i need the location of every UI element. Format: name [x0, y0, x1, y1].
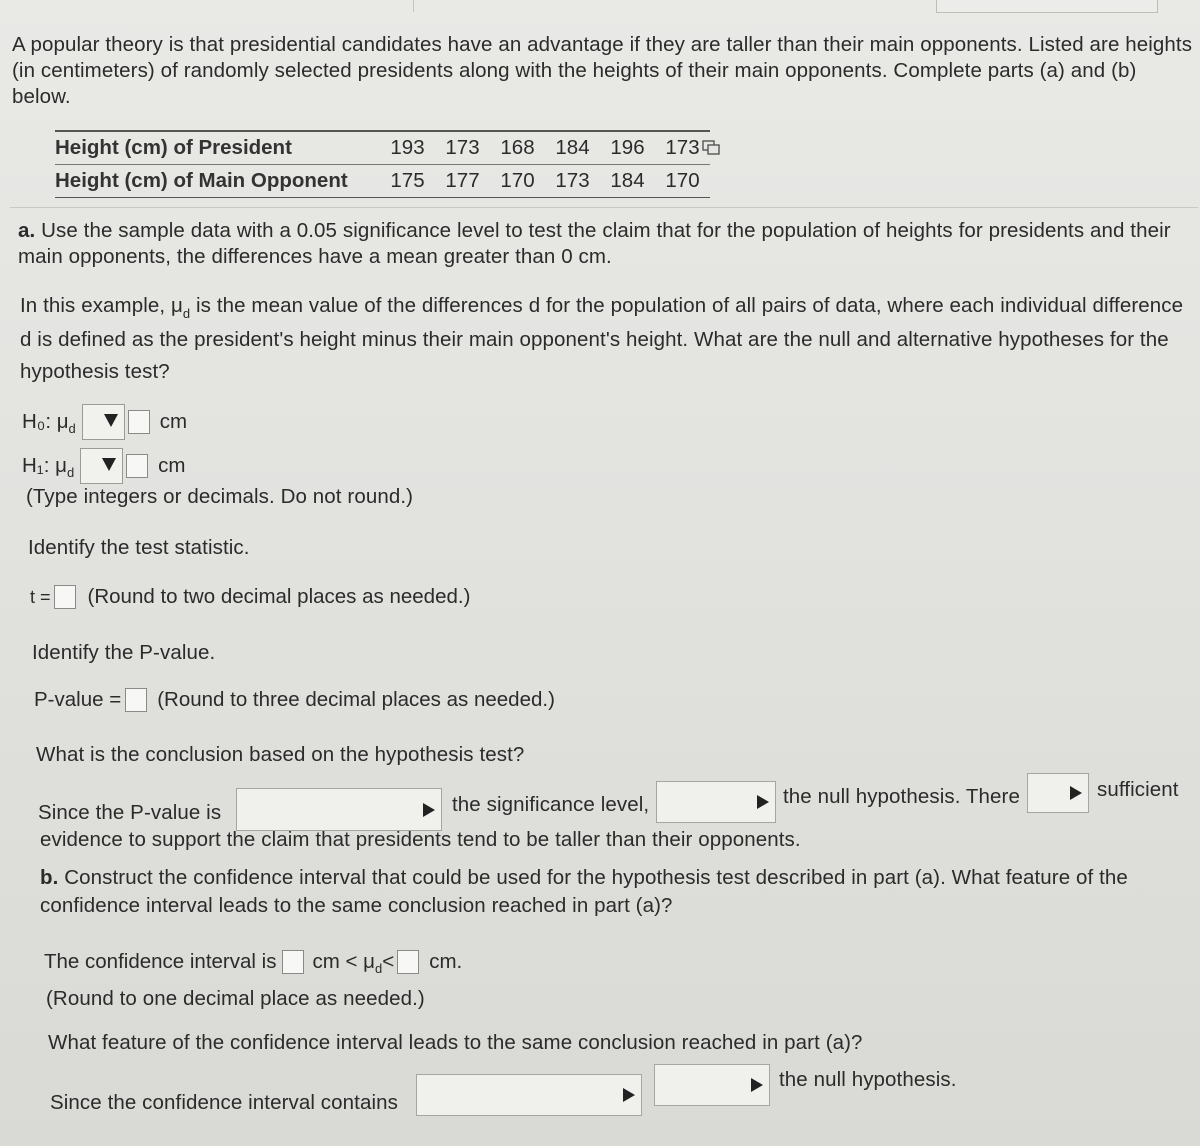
- type-note: (Type integers or decimals. Do not round.): [26, 485, 414, 508]
- unit-label: cm: [158, 454, 186, 477]
- since-pvalue-text: Since the P-value is: [38, 801, 222, 824]
- ci-contains-select[interactable]: [416, 1074, 642, 1116]
- part-a-label: a.: [18, 219, 36, 242]
- table-cell: 193: [390, 136, 425, 159]
- t-stat-input[interactable]: [54, 585, 76, 609]
- ci-label: The confidence interval is: [44, 950, 277, 973]
- sufficient-text: sufficient: [1097, 778, 1179, 801]
- unit-label: cm: [159, 410, 188, 433]
- table-cell: 184: [610, 169, 645, 192]
- ci-mid-text: cm < μ: [312, 950, 375, 973]
- table-cell: 173: [555, 169, 590, 192]
- table-cell: 173: [665, 136, 700, 159]
- sig-level-text: the significance level,: [452, 793, 650, 816]
- row-label: Height (cm) of Main Opponent: [55, 169, 348, 192]
- mu-subscript: d: [68, 420, 76, 436]
- ci-upper-input[interactable]: [397, 950, 419, 974]
- h1-relation-select[interactable]: [80, 448, 123, 484]
- ci-note: (Round to one decimal place as needed.): [46, 987, 425, 1010]
- ci-row: [44, 950, 462, 974]
- dropdown-arrow-icon: [1070, 786, 1082, 800]
- pvalue-question: Identify the P-value.: [32, 641, 216, 664]
- h0-label: H₀: μ: [22, 410, 69, 433]
- mu-subscript: d: [374, 960, 383, 976]
- h1-label: H₁: μ: [22, 454, 67, 477]
- ci-lt: <: [382, 950, 395, 973]
- copy-data-icon[interactable]: [702, 140, 720, 156]
- mu-subscript: d: [66, 464, 75, 480]
- h1-value-input[interactable]: [126, 454, 148, 478]
- table-row: [55, 132, 710, 164]
- pvalue-label: P-value =: [34, 688, 122, 711]
- part-a-prompt: [18, 218, 1198, 270]
- since-ci-text: Since the confidence interval contains: [50, 1091, 398, 1114]
- feature-question: What feature of the confidence interval leads to the same conclusion reached in part (a)?: [48, 1031, 863, 1054]
- dropdown-arrow-icon: [102, 458, 116, 471]
- part-a-text: Use the sample data with a 0.05 significance level to test the claim that for the population of heights for presidents and their main opponents, the differences have a mean greater than 0 cm.: [18, 219, 1171, 268]
- explain-text-2: is the mean value of the differences d for the population of all pairs of data, where each individual difference d is defined as the president's height minus their main opponent's height. What are the null and alternative hypotheses for the hypothesis test?: [20, 294, 1184, 383]
- top-divider: [413, 0, 414, 12]
- row-label: Height (cm) of President: [55, 136, 292, 159]
- section-divider: [10, 207, 1198, 208]
- explain-text: In this example, μ: [20, 294, 183, 317]
- ci-decision-select[interactable]: [654, 1064, 770, 1106]
- table-cell: 173: [445, 136, 480, 159]
- table-cell: 196: [610, 136, 645, 159]
- t-stat-row: [30, 585, 470, 609]
- evidence-select[interactable]: [1027, 773, 1089, 813]
- dropdown-arrow-icon: [423, 803, 435, 817]
- table-cell: 175: [390, 169, 425, 192]
- hypothesis-explanation: [20, 290, 1198, 388]
- dropdown-arrow-icon: [751, 1078, 763, 1092]
- dropdown-arrow-icon: [623, 1088, 635, 1102]
- t-note: (Round to two decimal places as needed.): [87, 585, 471, 608]
- pvalue-note: (Round to three decimal places as needed.): [157, 688, 555, 711]
- null-hypothesis-row: [22, 404, 187, 440]
- pvalue-comparison-select[interactable]: [236, 788, 442, 831]
- table-cell: 170: [665, 169, 700, 192]
- null-hyp-text: the null hypothesis.: [779, 1068, 957, 1091]
- mu-subscript: d: [182, 306, 191, 321]
- pvalue-row: [34, 688, 555, 712]
- data-table: [55, 130, 710, 198]
- ci-lower-input[interactable]: [282, 950, 304, 974]
- table-cell: 168: [500, 136, 535, 159]
- alt-hypothesis-row: [22, 448, 186, 484]
- part-b-prompt: [40, 864, 1190, 920]
- test-stat-question: Identify the test statistic.: [28, 536, 250, 559]
- top-panel: [936, 0, 1158, 13]
- ci-unit: cm.: [429, 950, 463, 973]
- table-cell: 170: [500, 169, 535, 192]
- table-cell: 177: [445, 169, 480, 192]
- evidence-text: evidence to support the claim that presidents tend to be taller than their opponents.: [40, 828, 801, 851]
- reject-decision-select[interactable]: [656, 781, 776, 823]
- h0-value-input[interactable]: [128, 410, 150, 434]
- null-there-text: the null hypothesis. There: [783, 785, 1020, 808]
- conclusion-question: What is the conclusion based on the hypothesis test?: [36, 743, 525, 766]
- dropdown-arrow-icon: [757, 795, 769, 809]
- part-b-label: b.: [40, 866, 59, 889]
- part-b-text: Construct the confidence interval that could be used for the hypothesis test described in part (a). What feature of the confidence interval leads to the same conclusion reached in part (a)?: [40, 866, 1128, 917]
- table-cell: 184: [555, 136, 590, 159]
- intro-text: A popular theory is that presidential candidates have an advantage if they are taller than their main opponents. Listed are heights (in centimeters) of randomly selected presidents along with the heights of their main opponents. Complete parts (a) and (b) below.: [12, 33, 1193, 108]
- dropdown-arrow-icon: [104, 414, 118, 427]
- pvalue-input[interactable]: [125, 688, 147, 712]
- t-label: t =: [30, 586, 51, 607]
- table-row: [55, 164, 710, 197]
- h0-relation-select[interactable]: [82, 404, 125, 440]
